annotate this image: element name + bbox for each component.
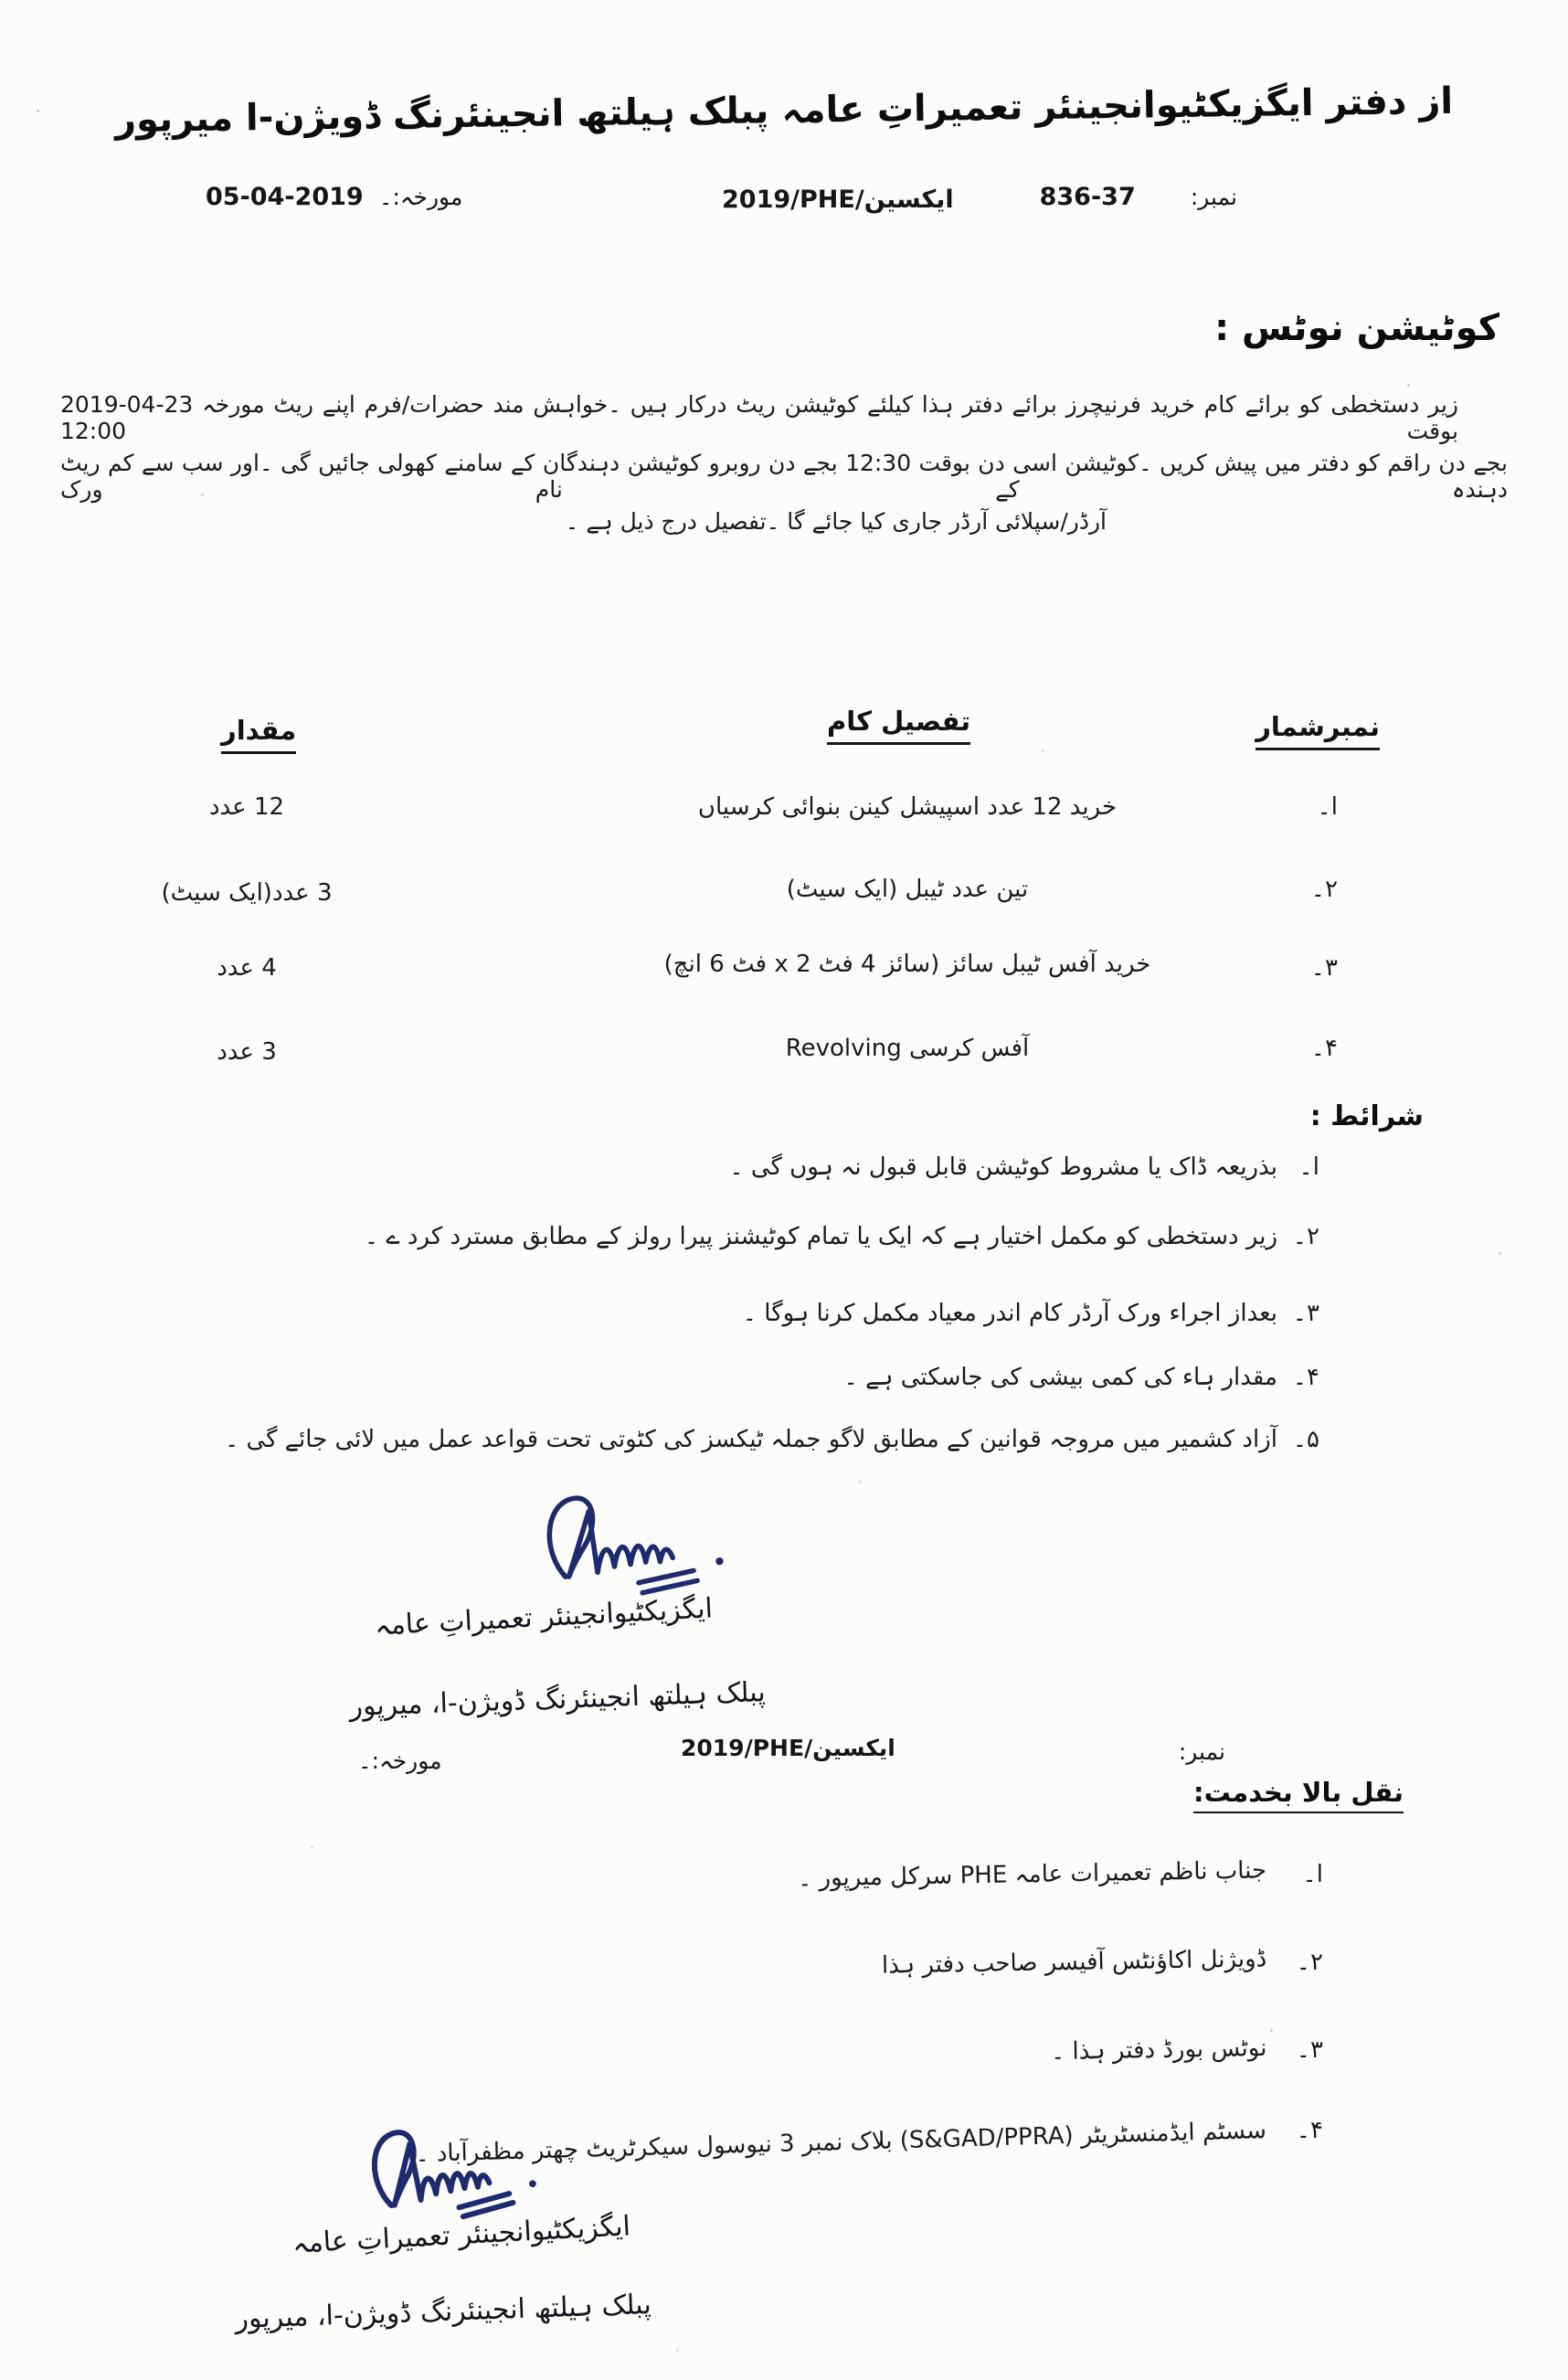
distribution-number: ۴۔: [1296, 2117, 1323, 2144]
signature-title: ایگزیکٹیوانجینئر تعمیراتِ عامہ: [374, 1592, 714, 1642]
table-row-quantity: 3 عدد(ایک سیٹ): [161, 879, 333, 907]
table-row-quantity: 4 عدد: [217, 954, 277, 982]
table-header-description: تفصیل کام: [827, 706, 970, 745]
distribution-number: ا۔: [1302, 1861, 1323, 1888]
ref-date-value: 05-04-2019: [206, 183, 364, 211]
distribution-number: ۲۔: [1296, 1949, 1323, 1976]
term-number: ا۔: [1298, 1153, 1319, 1181]
table-row-quantity: 12 عدد: [208, 793, 285, 821]
term-text: زیر دستخطی کو مکمل اختیار ہے کہ ایک یا تمام کوٹیشنز پیرا رولز کے مطابق مسترد کرد ے ۔: [364, 1223, 1277, 1250]
table-header-quantity: مقدار: [221, 715, 296, 754]
table-row-serial: ا۔: [1317, 793, 1338, 821]
notice-line-1: زیر دستخطی کو برائے کام خرید فرنیچرز برائے دفتر ہذا کیلئے کوٹیشن ریٹ درکار ہیں ۔خواہش مند حضرات/فرم اپنے ریٹ مورخہ 23-04-2019 بوقت 12:00: [60, 391, 1458, 444]
ref-office-code: 2019/PHE/ایکسین: [722, 186, 954, 214]
distribution-number: ۳۔: [1296, 2036, 1323, 2064]
signature-icon: [426, 1479, 841, 1612]
notice-line-3: آرڈر/سپلائی آرڈر جاری کیا جائے گا ۔تفصیل درج ذیل ہے ۔: [565, 508, 1107, 535]
term-number: ۲۔: [1292, 1223, 1319, 1250]
table-header-serial: نمبرشمار: [1255, 711, 1380, 750]
table-row-description: تین عدد ٹیبل (ایک سیٹ): [786, 876, 1029, 903]
distribution-text: سسٹم ایڈمنسٹریٹر (S&GAD/PPRA) بلاک نمبر 3 نیوسول سیکرٹریٹ چھتر مظفرآباد ۔: [414, 2117, 1267, 2169]
table-row-description: خرید آفس ٹیبل سائز (سائز 4 فٹ x 2 فٹ 6 انچ): [663, 951, 1151, 978]
term-number: ۴۔: [1292, 1364, 1319, 1391]
table-row-quantity: 3 عدد: [217, 1038, 277, 1066]
ref-number-group: [1040, 183, 1237, 211]
scan-noise: [37, 110, 39, 112]
table-row-description: آفس کرسی Revolving: [785, 1035, 1030, 1062]
distribution-text: جناب ناظم تعمیرات عامہ PHE سرکل میرپور ۔: [797, 1856, 1267, 1893]
signature-org: پبلک ہیلتھ انجینئرنگ ڈویژن-ا، میرپور: [234, 2289, 652, 2335]
ref2-number-label: نمبر:: [1178, 1738, 1225, 1765]
table-row-serial: ۳۔: [1310, 954, 1338, 982]
term-text: مقدار ہاء کی کمی بیشی کی جاسکتی ہے ۔: [843, 1364, 1277, 1391]
table-row-serial: ۲۔: [1310, 876, 1338, 903]
signature-title: ایگزیکٹیوانجینئر تعمیراتِ عامہ: [291, 2210, 631, 2260]
terms-heading: شرائط :: [1309, 1100, 1424, 1132]
term-text: آزاد کشمیر میں مروجہ قوانین کے مطابق لاگو جملہ ٹیکسز کی کٹوتی تحت قواعد عمل میں لائی جائے گی ۔: [224, 1426, 1277, 1453]
ref2-date-label: مورخہ:۔: [358, 1748, 442, 1774]
term-text: بذریعہ ڈاک یا مشروط کوٹیشن قابل قبول نہ ہوں گی ۔: [729, 1153, 1277, 1181]
ref-date-group: [206, 183, 462, 211]
distribution-text: ڈویژنل اکاؤنٹس آفیسر صاحب دفتر ہذا: [881, 1945, 1267, 1980]
signature-org: پبلک ہیلتھ انجینئرنگ ڈویژن-ا، میرپور: [348, 1676, 767, 1723]
page-title: از دفتر ایگزیکٹیوانجینئر تعمیراتِ عامہ پبلک ہیلتھ انجینئرنگ ڈویژن-ا میرپور: [114, 80, 1454, 142]
term-text: بعداز اجراء ورک آرڈر کام اندر معیاد مکمل کرنا ہوگا ۔: [742, 1300, 1277, 1327]
distribution-heading: نقل بالا بخدمت:: [1193, 1777, 1404, 1813]
ref-date-label: مورخہ:۔: [378, 184, 463, 210]
table-row-description: خرید 12 عدد اسپیشل کینن بنوائی کرسیاں: [697, 793, 1118, 821]
ref-number-label: نمبر:: [1190, 184, 1237, 210]
notice-line-2: بجے دن راقم کو دفتر میں پیش کریں ۔کوٹیشن اسی دن بوقت 12:30 بجے دن روبرو کوٹیشن دہندگان کے سامنے کھولی جائیں گی ۔اور سب سے کم ریٹ دہندہ کے نام ورک: [60, 450, 1508, 503]
ref-number-value: 836-37: [1039, 183, 1136, 211]
term-number: ۵۔: [1292, 1426, 1319, 1453]
term-number: ۳۔: [1292, 1300, 1319, 1327]
ref2-office-code: 2019/PHE/ایکسین: [681, 1735, 895, 1761]
distribution-text: نوٹس بورڈ دفتر ہذا ۔: [1050, 2034, 1267, 2067]
notice-heading: کوٹیشن نوٹس :: [1214, 307, 1499, 349]
table-row-serial: ۴۔: [1310, 1035, 1338, 1062]
